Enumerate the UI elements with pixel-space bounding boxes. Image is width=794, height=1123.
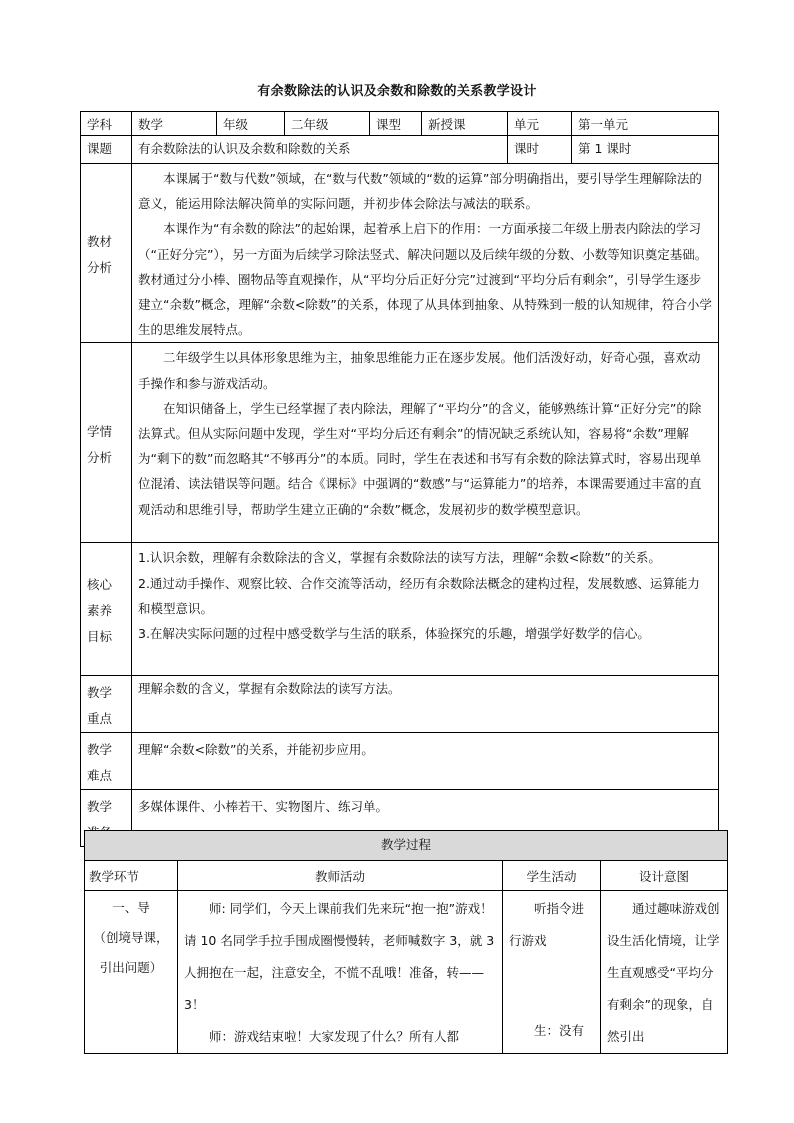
key-points-content: 理解余数的含义，掌握有余数除法的读写方法。 xyxy=(132,676,719,733)
subject-value: 数学 xyxy=(132,112,217,136)
stage-title: 一、导 xyxy=(112,900,150,915)
textbook-analysis-content xyxy=(132,164,719,343)
difficulties-label: 教学 难点 xyxy=(81,733,132,790)
lesson-info-table xyxy=(80,111,719,847)
teacher-paragraph: 师：游戏结束啦！大家发现了什么？所有人都 xyxy=(209,1029,460,1044)
goal-item: 3.在解决实际问题的过程中感受数学与生活的联系，体验探究的乐趣，增强学好数学的信心。 xyxy=(138,626,650,642)
student-analysis-content xyxy=(132,343,719,543)
period-value: 第 1 课时 xyxy=(572,136,719,164)
textbook-analysis-label: 教材 分析 xyxy=(81,164,132,343)
student-line: 生：没有 xyxy=(534,1023,585,1038)
grade-value: 二年级 xyxy=(285,112,370,136)
unit-value: 第一单元 xyxy=(572,112,719,136)
preparation-label: 教学 xyxy=(81,790,132,847)
design-intent xyxy=(601,891,728,1054)
goal-item: 2.通过动手操作、观察比较、合作交流等活动，经历有余数除法概念的建构过程，发展数感、运算能力和模型意识。 xyxy=(138,575,700,616)
teacher-paragraph: 师: 同学们，今天上课前我们先来玩“抱一抱”游戏！请 10 名同学手拉手围成圈慢慢转，老师喊数字 3，就 3 人拥抱在一起，注意安全，不慌不乱哦！准备，转——3！ xyxy=(184,901,495,1012)
preparation-content: 多媒体课件、小棒若干、实物图片、练习单。 xyxy=(132,790,719,847)
teaching-process-table xyxy=(84,830,728,1054)
topic-label: 课题 xyxy=(81,136,132,164)
period-label: 课时 xyxy=(508,136,572,164)
unit-label: 单元 xyxy=(508,112,572,136)
subject-label: 学科 xyxy=(81,112,132,136)
column-stage: 教学环节 xyxy=(85,861,178,891)
lesson-type-label: 课型 xyxy=(370,112,422,136)
textbook-paragraph: 本课作为“有余数的除法”的起始课，起着承上启下的作用：一方面承接二年级上册表内除法的学习（“正好分完”），另一方面为后续学习除法竖式、解决问题以及后续年级的分数、小数等知识奠定基础。教材通过分小棒、圈物品等直观操作，从“平均分后正好分完”过渡到“平均分后有剩余”，引导学生逐步建立“余数”概念，理解“余数<除数”的关系，体现了从具体到抽象、从特殊到一般的认知规律，符合小学生的思维发展特点。 xyxy=(138,221,712,338)
process-header: 教学过程 xyxy=(85,831,728,861)
key-points-label: 教学 重点 xyxy=(81,676,132,733)
stage-subtitle: （创境导课，引出问题） xyxy=(93,930,169,975)
textbook-paragraph: 本课属于“数与代数”领域，在“数与代数”领域的“数的运算”部分明确指出，要引导学生理解除法的意义，能运用除法解决简单的实际问题，并初步体会除法与减法的联系。 xyxy=(138,171,702,212)
column-student: 学生活动 xyxy=(503,861,601,891)
core-goals-content xyxy=(132,543,719,676)
column-intent: 设计意图 xyxy=(601,861,728,891)
stage-cell xyxy=(85,891,178,1054)
teacher-activity xyxy=(178,891,503,1054)
goal-item: 1.认识余数，理解有余数除法的含义，掌握有余数除法的读写方法，理解“余数<除数”的关系。 xyxy=(138,550,661,566)
lesson-type-value: 新授课 xyxy=(422,112,508,136)
core-goals-label: 核心 素养 目标 xyxy=(81,543,132,676)
topic-value: 有余数除法的认识及余数和除数的关系 xyxy=(132,136,508,164)
difficulties-content: 理解“余数<除数”的关系，并能初步应用。 xyxy=(132,733,719,790)
page-title: 有余数除法的认识及余数和除数的关系教学设计 xyxy=(257,84,537,99)
student-line: 听指令进行游戏 xyxy=(509,901,585,948)
student-activity xyxy=(503,891,601,1054)
intent-paragraph: 通过趣味游戏创设生活化情境，让学生直观感受“平均分有剩余”的现象，自然引出 xyxy=(607,901,720,1044)
column-teacher: 教师活动 xyxy=(178,861,503,891)
student-analysis-label: 学情 分析 xyxy=(81,343,132,543)
student-paragraph: 在知识储备上，学生已经掌握了表内除法，理解了“平均分”的含义，能够熟练计算“正好分完”的除法算式。但从实际问题中发现，学生对“平均分后还有剩余”的情况缺乏系统认知，容易将“余数”理解为“剩下的数”而忽略其“不够再分”的本质。同时，学生在表述和书写有余数的除法算式时，容易出现单位混淆、读法错误等问题。结合《课标》中强调的“数感”与“运算能力”的培养，本课需要通过丰富的直观活动和思维引导，帮助学生建立正确的“余数”概念，发展初步的数学模型意识。 xyxy=(138,400,702,517)
grade-label: 年级 xyxy=(217,112,285,136)
student-paragraph: 二年级学生以具体形象思维为主，抽象思维能力正在逐步发展。他们活泼好动，好奇心强，喜欢动手操作和参与游戏活动。 xyxy=(138,350,701,391)
